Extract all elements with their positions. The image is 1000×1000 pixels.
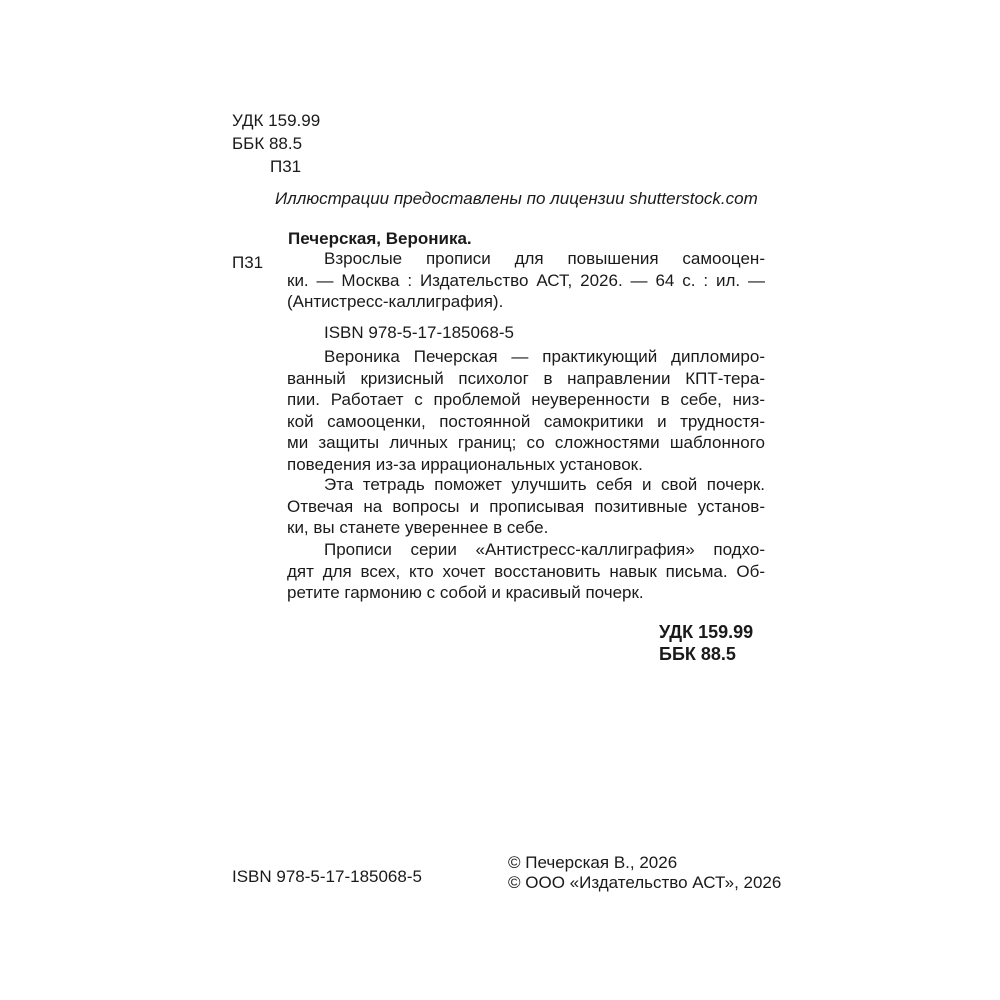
bbk-code-bottom: ББК 88.5	[659, 644, 736, 664]
paragraph-line: Прописи серии «Антистресс-каллиграфия» подхо-	[324, 540, 765, 559]
udk-code-top: УДК 159.99	[232, 111, 321, 130]
paragraph-line: ретите гармонию с собой и красивый почерк.	[287, 583, 644, 602]
copyright-author: © Печерская В., 2026	[508, 853, 678, 872]
paragraph-line: ки, вы станете увереннее в себе.	[287, 518, 549, 537]
bio-line: кой самооценки, постоянной самокритики и трудностя-	[287, 411, 765, 431]
udk-code-bottom: УДК 159.99	[659, 622, 754, 642]
bio-line: Вероника Печерская — практикующий дипломиро-	[324, 347, 765, 366]
title-description	[287, 248, 765, 313]
author-bio-paragraph	[287, 346, 765, 475]
notebook-purpose-paragraph	[287, 474, 765, 539]
isbn-footer: ISBN 978-5-17-185068-5	[232, 867, 422, 886]
bio-line: ванный кризисный психолог в направлении КПТ-тера-	[287, 368, 765, 388]
bio-line: поведения из-за иррациональных установок.	[287, 454, 643, 474]
copyright-publisher: © ООО «Издательство АСТ», 2026	[508, 873, 782, 892]
author-mark-top: П31	[270, 157, 302, 176]
author-mark-left: П31	[232, 253, 264, 272]
series-paragraph	[287, 539, 765, 604]
title-line: Взрослые прописи для повышения самооцен-	[324, 249, 765, 268]
illustrations-note: Иллюстрации предоставлены по лицензии shutterstock.com	[275, 189, 758, 208]
isbn-entry: ISBN 978-5-17-185068-5	[324, 323, 514, 342]
paragraph-line: Эта тетрадь поможет улучшить себя и свой почерк.	[324, 475, 765, 494]
title-line: (Антистресс-каллиграфия).	[287, 292, 504, 311]
paragraph-line: Отвечая на вопросы и прописывая позитивные установ-	[287, 496, 765, 516]
author-heading: Печерская, Вероника.	[288, 229, 472, 248]
title-line: ки. — Москва : Издательство АСТ, 2026. — 64 с. : ил. —	[287, 270, 765, 290]
paragraph-line: дят для всех, кто хочет восстановить навык письма. Об-	[287, 561, 765, 581]
bbk-code-top: ББК 88.5	[232, 134, 303, 153]
bio-line: ми защиты личных границ; со сложностями шаблонного	[287, 433, 765, 452]
bio-line: пии. Работает с проблемой неуверенности в себе, низ-	[287, 390, 765, 409]
